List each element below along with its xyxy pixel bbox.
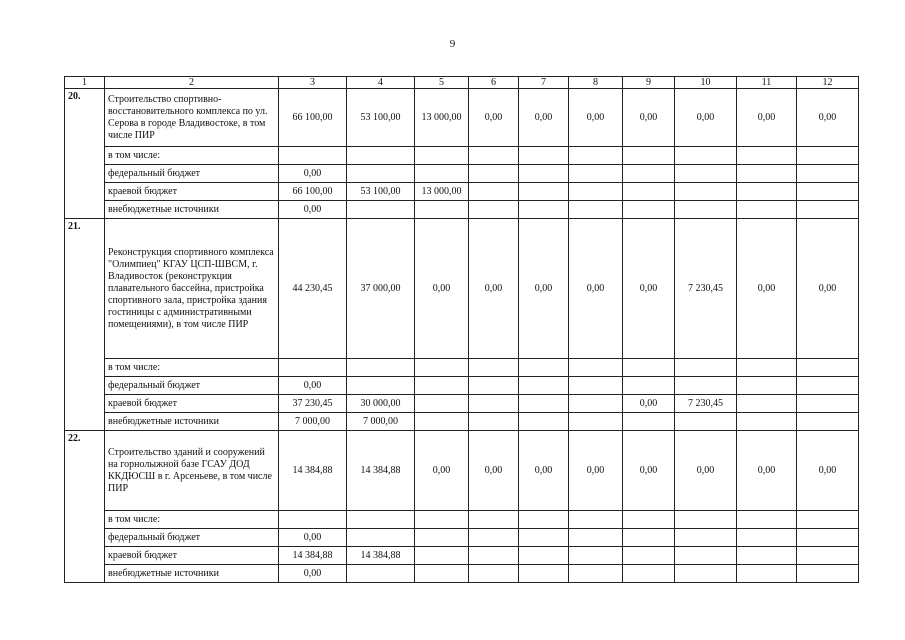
value-cell <box>675 201 737 219</box>
value-cell: 0,00 <box>519 219 569 359</box>
value-cell <box>415 529 469 547</box>
value-cell <box>519 147 569 165</box>
value-cell: 0,00 <box>279 377 347 395</box>
object-name: Строительство зданий и сооружений на горнолыжной базе ГСАУ ДОД ККДЮСШ в г. Арсеньеве, в том числе ПИР <box>105 431 279 511</box>
row-index: 21. <box>65 219 105 431</box>
value-cell <box>569 511 623 529</box>
value-cell <box>623 165 675 183</box>
value-cell: 0,00 <box>737 219 797 359</box>
value-cell <box>675 183 737 201</box>
value-cell <box>797 413 859 431</box>
value-cell: 0,00 <box>737 431 797 511</box>
funding-source-label: федеральный бюджет <box>105 529 279 547</box>
value-cell <box>569 377 623 395</box>
page-number: 9 <box>449 38 456 50</box>
value-cell <box>519 201 569 219</box>
value-cell <box>737 511 797 529</box>
value-cell <box>469 529 519 547</box>
value-cell <box>415 147 469 165</box>
value-cell <box>675 359 737 377</box>
funding-source-row <box>65 395 859 413</box>
value-cell <box>675 147 737 165</box>
value-cell <box>415 201 469 219</box>
value-cell: 13 000,00 <box>415 89 469 147</box>
budget-table <box>64 76 859 583</box>
value-cell <box>569 201 623 219</box>
value-cell <box>737 377 797 395</box>
value-cell: 0,00 <box>415 219 469 359</box>
object-row <box>65 89 859 147</box>
value-cell <box>519 395 569 413</box>
value-cell: 0,00 <box>675 89 737 147</box>
value-cell <box>737 201 797 219</box>
value-cell <box>347 511 415 529</box>
value-cell <box>623 413 675 431</box>
value-cell: 66 100,00 <box>279 183 347 201</box>
column-number-cell: 11 <box>737 77 797 89</box>
value-cell: 14 384,88 <box>279 431 347 511</box>
value-cell <box>623 377 675 395</box>
value-cell <box>675 413 737 431</box>
funding-source-label: внебюджетные источники <box>105 413 279 431</box>
value-cell <box>347 147 415 165</box>
column-number-cell: 10 <box>675 77 737 89</box>
column-number-row <box>65 77 859 89</box>
value-cell <box>415 377 469 395</box>
funding-source-label: в том числе: <box>105 147 279 165</box>
value-cell: 7 000,00 <box>347 413 415 431</box>
value-cell <box>797 565 859 583</box>
value-cell <box>519 359 569 377</box>
funding-source-row <box>65 547 859 565</box>
value-cell <box>797 529 859 547</box>
value-cell: 0,00 <box>469 219 519 359</box>
value-cell <box>469 547 519 565</box>
value-cell <box>569 413 623 431</box>
value-cell: 0,00 <box>569 89 623 147</box>
value-cell <box>347 565 415 583</box>
column-number-cell: 8 <box>569 77 623 89</box>
value-cell <box>797 395 859 413</box>
column-number-cell: 9 <box>623 77 675 89</box>
value-cell <box>737 165 797 183</box>
value-cell <box>737 529 797 547</box>
value-cell <box>675 511 737 529</box>
value-cell <box>347 377 415 395</box>
value-cell: 0,00 <box>569 431 623 511</box>
funding-source-label: краевой бюджет <box>105 547 279 565</box>
value-cell: 53 100,00 <box>347 89 415 147</box>
value-cell <box>519 377 569 395</box>
value-cell <box>737 359 797 377</box>
value-cell <box>737 147 797 165</box>
value-cell <box>569 565 623 583</box>
funding-source-row <box>65 165 859 183</box>
column-number-cell: 6 <box>469 77 519 89</box>
value-cell: 0,00 <box>279 201 347 219</box>
value-cell: 0,00 <box>519 431 569 511</box>
value-cell <box>347 359 415 377</box>
value-cell: 14 384,88 <box>347 431 415 511</box>
row-index: 22. <box>65 431 105 583</box>
value-cell <box>519 529 569 547</box>
value-cell <box>675 565 737 583</box>
value-cell <box>469 377 519 395</box>
value-cell: 30 000,00 <box>347 395 415 413</box>
value-cell <box>519 413 569 431</box>
funding-source-label: краевой бюджет <box>105 183 279 201</box>
value-cell <box>797 201 859 219</box>
value-cell <box>347 529 415 547</box>
value-cell <box>569 165 623 183</box>
value-cell: 14 384,88 <box>279 547 347 565</box>
column-number-cell: 4 <box>347 77 415 89</box>
value-cell: 0,00 <box>675 431 737 511</box>
value-cell <box>569 359 623 377</box>
value-cell <box>569 547 623 565</box>
value-cell <box>415 413 469 431</box>
value-cell <box>737 565 797 583</box>
value-cell <box>469 201 519 219</box>
value-cell: 7 000,00 <box>279 413 347 431</box>
funding-source-label: в том числе: <box>105 359 279 377</box>
value-cell <box>569 529 623 547</box>
value-cell <box>569 395 623 413</box>
column-number-cell: 5 <box>415 77 469 89</box>
funding-source-label: в том числе: <box>105 511 279 529</box>
value-cell: 0,00 <box>469 431 519 511</box>
value-cell <box>737 547 797 565</box>
value-cell <box>623 529 675 547</box>
value-cell <box>623 147 675 165</box>
value-cell <box>797 511 859 529</box>
value-cell <box>469 413 519 431</box>
value-cell <box>415 547 469 565</box>
value-cell <box>469 183 519 201</box>
value-cell <box>675 547 737 565</box>
value-cell <box>469 565 519 583</box>
column-number-cell: 3 <box>279 77 347 89</box>
value-cell: 0,00 <box>797 431 859 511</box>
value-cell <box>623 547 675 565</box>
column-number-cell: 7 <box>519 77 569 89</box>
value-cell <box>415 565 469 583</box>
value-cell <box>519 565 569 583</box>
column-number-cell: 1 <box>65 77 105 89</box>
value-cell <box>279 147 347 165</box>
value-cell <box>469 147 519 165</box>
object-row <box>65 431 859 511</box>
column-number-cell: 2 <box>105 77 279 89</box>
value-cell <box>797 147 859 165</box>
value-cell <box>469 511 519 529</box>
value-cell <box>519 547 569 565</box>
value-cell <box>737 183 797 201</box>
funding-source-row <box>65 565 859 583</box>
value-cell <box>347 165 415 183</box>
value-cell <box>797 359 859 377</box>
value-cell <box>797 547 859 565</box>
value-cell: 0,00 <box>623 89 675 147</box>
value-cell <box>519 165 569 183</box>
value-cell <box>469 165 519 183</box>
value-cell: 14 384,88 <box>347 547 415 565</box>
value-cell: 0,00 <box>797 219 859 359</box>
column-number-cell: 12 <box>797 77 859 89</box>
value-cell: 0,00 <box>569 219 623 359</box>
funding-source-row <box>65 147 859 165</box>
value-cell: 53 100,00 <box>347 183 415 201</box>
value-cell <box>797 183 859 201</box>
value-cell: 7 230,45 <box>675 219 737 359</box>
value-cell <box>797 165 859 183</box>
funding-source-row <box>65 529 859 547</box>
funding-source-row <box>65 183 859 201</box>
value-cell: 0,00 <box>415 431 469 511</box>
funding-source-row <box>65 201 859 219</box>
value-cell: 0,00 <box>279 165 347 183</box>
value-cell <box>675 165 737 183</box>
funding-source-label: федеральный бюджет <box>105 377 279 395</box>
value-cell <box>469 395 519 413</box>
value-cell <box>415 165 469 183</box>
value-cell <box>675 529 737 547</box>
value-cell: 7 230,45 <box>675 395 737 413</box>
value-cell <box>569 183 623 201</box>
value-cell: 37 000,00 <box>347 219 415 359</box>
value-cell <box>347 201 415 219</box>
value-cell <box>797 377 859 395</box>
value-cell: 0,00 <box>279 565 347 583</box>
value-cell <box>415 395 469 413</box>
value-cell: 0,00 <box>623 219 675 359</box>
value-cell: 44 230,45 <box>279 219 347 359</box>
value-cell <box>623 565 675 583</box>
funding-source-label: федеральный бюджет <box>105 165 279 183</box>
object-name: Строительство спортивно-восстановительного комплекса по ул. Серова в городе Владивостоке, в том числе ПИР <box>105 89 279 147</box>
value-cell: 66 100,00 <box>279 89 347 147</box>
funding-source-row <box>65 413 859 431</box>
funding-source-row <box>65 377 859 395</box>
funding-source-label: внебюджетные источники <box>105 201 279 219</box>
funding-source-row <box>65 359 859 377</box>
object-row <box>65 219 859 359</box>
value-cell: 0,00 <box>279 529 347 547</box>
value-cell <box>519 183 569 201</box>
value-cell <box>519 511 569 529</box>
value-cell: 0,00 <box>797 89 859 147</box>
value-cell: 0,00 <box>469 89 519 147</box>
value-cell <box>737 413 797 431</box>
value-cell: 0,00 <box>623 395 675 413</box>
value-cell <box>623 201 675 219</box>
funding-source-label: внебюджетные источники <box>105 565 279 583</box>
value-cell <box>623 511 675 529</box>
value-cell <box>737 395 797 413</box>
value-cell <box>415 359 469 377</box>
value-cell: 0,00 <box>519 89 569 147</box>
funding-source-row <box>65 511 859 529</box>
funding-source-label: краевой бюджет <box>105 395 279 413</box>
value-cell <box>623 183 675 201</box>
object-name: Реконструкция спортивного комплекса "Олимпиец" КГАУ ЦСП-ШВСМ, г. Владивосток (реконструкция плавательного бассейна, пристройка спортивного зала, пристройка здания гостиницы с административными помещениями), в том числе ПИР <box>105 219 279 359</box>
value-cell <box>279 511 347 529</box>
value-cell <box>623 359 675 377</box>
row-index: 20. <box>65 89 105 219</box>
value-cell: 0,00 <box>623 431 675 511</box>
value-cell: 13 000,00 <box>415 183 469 201</box>
value-cell <box>469 359 519 377</box>
value-cell: 0,00 <box>737 89 797 147</box>
value-cell <box>279 359 347 377</box>
value-cell <box>415 511 469 529</box>
value-cell <box>569 147 623 165</box>
value-cell <box>675 377 737 395</box>
value-cell: 37 230,45 <box>279 395 347 413</box>
